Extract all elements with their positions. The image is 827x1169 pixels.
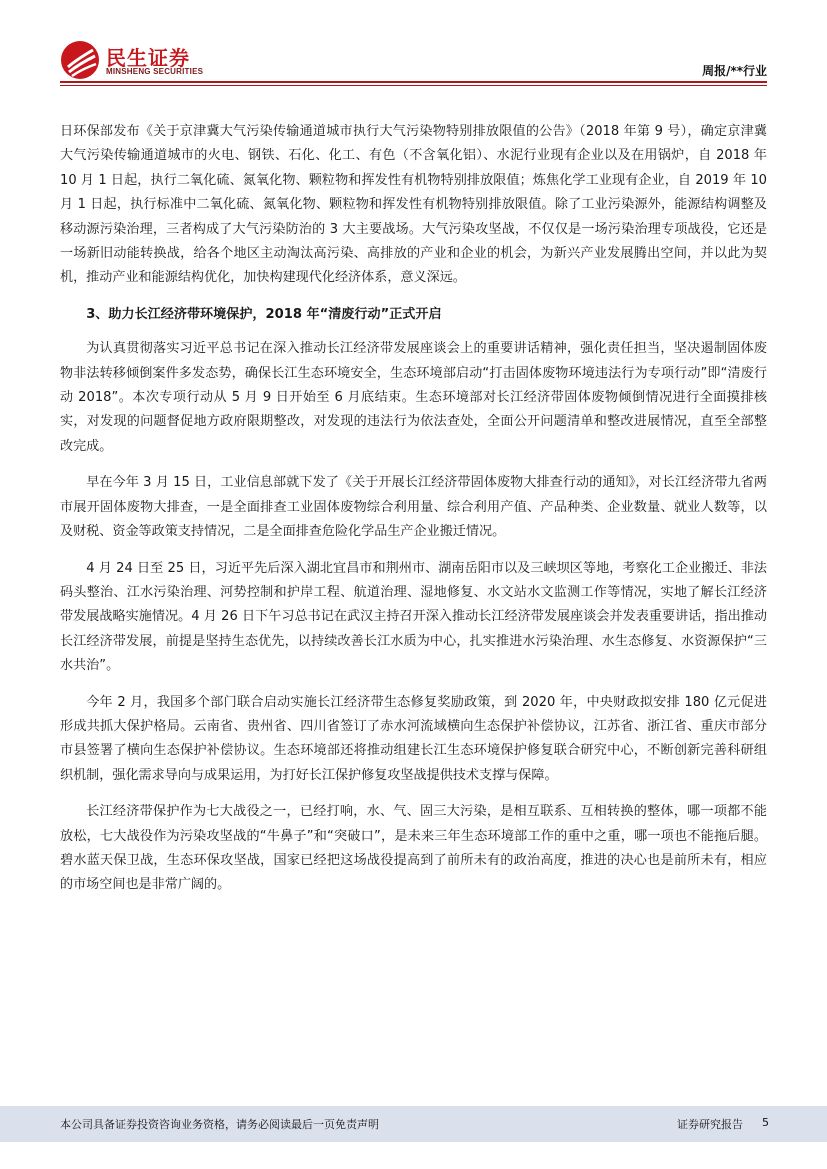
footer-report-type: 证券研究报告 (677, 1118, 743, 1131)
header-divider (60, 81, 767, 83)
page-number: 5 (762, 1116, 769, 1129)
company-logo (60, 40, 230, 82)
logo-english-name: MINSHENG SECURITIES (106, 67, 204, 76)
paragraph-air-pollution: 日环保部发布《关于京津冀大气污染传输通道城市执行大气污染物特别排放限值的公告》（2018 年第 9 号），确定京津冀大气污染传输通道城市的火电、钢铁、石化、化工、有色（不含氧化铝）、水泥行业现有企业以及在用锅炉，自 2018 年 10 月 1 日起，执行二氧化硫、氮氧化物、颗粒物和挥发性有机物特别排放限值；炼焦化学工业现有企业，自 2019 年 10 月 1 日起，执行标准中二氧化硫、氮氧化物、颗粒物和挥发性有机物特别排放限值。除了工业污染源外，能源结构调整及移动源污染治理，三者构成了大气污染防治的 3 大主要战场。大气污染攻坚战，不仅仅是一场污染治理专项战役，它还是一场新旧动能转换战，给各个地区主动淘汰高污染、高排放的产业和企业的机会，为新兴产业发展腾出空间，并以此为契机，推动产业和能源结构优化，加快构建现代化经济体系，意义深远。 (60, 124, 767, 286)
minsheng-logo-icon (60, 40, 100, 80)
page-footer (0, 1106, 827, 1142)
paragraph-inspection-tour: 4 月 24 日至 25 日，习近平先后深入湖北宜昌市和荆州市、湖南岳阳市以及三峡坝区等地，考察化工企业搬迁、非法码头整治、江水污染治理、河势控制和护岸工程、航道治理、湿地修复、水文站水文监测工作等情况，实地了解长江经济带发展战略实施情况。4 月 26 日下午习总书记在武汉主持召开深入推动长江经济带发展座谈会并发表重要讲话，指出推动长江经济带发展，前提是坚持生态优先，以持续改善长江水质为中心，扎实推进水污染治理、水生态修复、水资源保护“三水共治”。 (60, 560, 767, 674)
paragraph-solid-waste-survey: 早在今年 3 月 15 日，工业信息部就下发了《关于开展长江经济带固体废物大排查行动的通知》，对长江经济带九省两市展开固体废物大排查，一是全面排查工业固体废物综合利用量、综合利用产值、产品种类、企业数量、就业人数等，以及财税、资金等政策支持情况，二是全面排查危险化学品生产企业搬迁情况。 (60, 475, 767, 540)
paragraph-seven-campaigns: 长江经济带保护作为七大战役之一，已经打响，水、气、固三大污染，是相互联系、互相转换的整体，哪一项都不能放松，七大战役作为污染攻坚战的“牛鼻子”和“突破口”，是未来三年生态环境部工作的重中之重，哪一项也不能拖后腿。碧水蓝天保卫战，生态环保攻坚战，国家已经把这场战役提高到了前所未有的政治高度，推进的决心也是前所未有，相应的市场空间也是非常广阔的。 (60, 804, 767, 893)
page-header (0, 0, 827, 80)
paragraph-clean-waste-action: 为认真贯彻落实习近平总书记在深入推动长江经济带发展座谈会上的重要讲话精神，强化责任担当，坚决遏制固体废物非法转移倾倒案件多发态势，确保长江生态环境安全，生态环境部启动“打击固体废物环境违法行为专项行动”即“清废行动 2018”。本次专项行动从 5 月 9 日开始至 6 月底结束。生态环境部对长江经济带固体废物倾倒情况进行全面摸排核实，对发现的问题督促地方政府限期整改，对发现的违法行为依法查处，全面公开问题清单和整改进展情况，直至全部整改完成。 (60, 341, 767, 454)
paragraph-ecological-compensation: 今年 2 月，我国多个部门联合启动实施长江经济带生态修复奖励政策，到 2020 年，中央财政拟安排 180 亿元促进形成共抓大保护格局。云南省、贵州省、四川省签订了赤水河流域横向生态保护补偿协议，江苏省、浙江省、重庆市部分市县签署了横向生态保护补偿协议。生态环境部还将推动组建长江生态环境保护修复联合研究中心，不断创新完善科研组织机制，强化需求导向与成果运用，为打好长江保护修复攻坚战提供技术支撑与保障。 (60, 694, 767, 783)
footer-disclaimer: 本公司具备证券投资咨询业务资格，请务必阅读最后一页免责声明 (60, 1118, 379, 1131)
logo-chinese-name: 民生证券 (106, 46, 190, 70)
section-heading: 3、助力长江经济带环境保护，2018 年“清废行动”正式开启 (86, 306, 442, 322)
report-body (60, 120, 767, 910)
header-divider-thin (60, 85, 767, 86)
report-category-tag: 周报/**行业 (702, 64, 767, 78)
